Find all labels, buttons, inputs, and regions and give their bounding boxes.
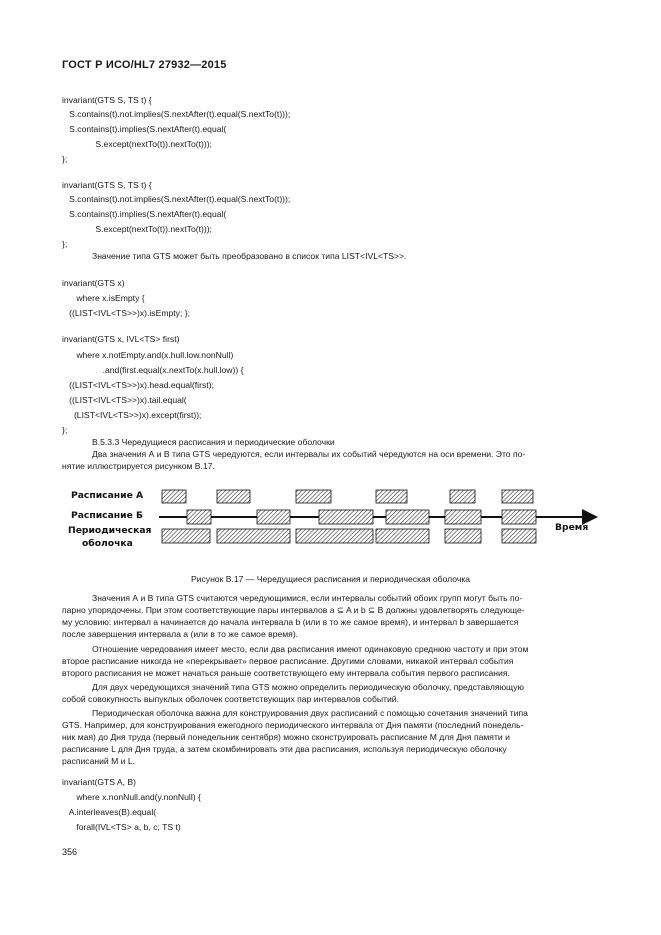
paragraph-line: Отношение чередования имеет место, если два расписания имеют одинаковую среднюю частоту и при этом: [92, 644, 529, 654]
code-line: S.contains(t).implies(S.nextAfter(t).equal(: [62, 209, 227, 219]
code-line: where x.nonNull.and(y.nonNull) {: [62, 792, 201, 802]
schedule-b-interval: [187, 510, 211, 524]
paragraph-line: Для двух чередующихся значений типа GTS можно определить периодическую оболочку, представляющую: [92, 682, 524, 692]
schedule-a-interval: [162, 490, 186, 503]
paragraph-line: Периодическая оболочка важна для конструирования двух расписаний с помощью сочетания значений типа: [92, 708, 528, 718]
schedule-b-interval: [386, 510, 429, 524]
paragraph-line: второе расписание никогда не «перекрывает» первое расписание. Другими словами, никакой интервал события: [62, 656, 514, 666]
paragraph-line: расписание L для Дня труда, а затем скомбинировать эти два расписания, используя периодическую оболочку: [62, 744, 507, 754]
paragraph-list-conversion: Значение типа GTS может быть преобразовано в список типа LIST<IVL<TS>>.: [92, 251, 407, 261]
label-schedule-b: Расписание Б: [71, 510, 144, 521]
page-number: 356: [62, 847, 78, 857]
label-hull-line2: оболочка: [82, 538, 133, 549]
code-line: };: [62, 425, 68, 435]
code-line: S.except(nextTo(t)).nextTo(t)));: [62, 224, 212, 234]
code-line: where x.isEmpty {: [62, 293, 145, 303]
hull-interval: [445, 529, 481, 543]
paragraph-line: му условию: интервал a начинается до начала интервала b (или в то же самое время), и интервал b завершается: [62, 617, 519, 627]
label-hull-line1: Периодическая: [68, 525, 152, 536]
figure-caption: Рисунок В.17 — Чередущиеся расписания и периодическая оболочка: [190, 574, 471, 584]
code-line: S.contains(t).not.implies(S.nextAfter(t).equal(S.nextTo(t)));: [62, 109, 291, 119]
paragraph-line: парно упорядочены. При этом соответствующие пары интервалов a ⊆ A и b ⊆ B должны удовлетворять следующе-: [62, 605, 525, 615]
code-line: S.except(nextTo(t)).nextTo(t)));: [62, 139, 212, 149]
document-header: ГОСТ Р ИСО/HL7 27932—2015: [62, 59, 227, 71]
paragraph-line: ник мая) до Дня труда (первый понедельник сентября) можно сконструировать расписание M для Дня памяти и: [62, 732, 510, 742]
paragraph-line: собой совокупность выпуклых оболочек соответствующих пар интервалов событий.: [62, 694, 399, 704]
section-heading: B.5.3.3 Чередущиеся расписания и периодические оболочки: [92, 437, 335, 447]
schedule-b-interval: [445, 510, 481, 524]
paragraph-line: Значения А и В типа GTS считаются чередующимися, если интервалы событий обоих групп могут быть по-: [92, 593, 523, 603]
code-line: invariant(GTS S, TS t) {: [62, 95, 152, 105]
paragraph-line: GTS. Например, для конструирования ежегодного периодического интервала от Дня памяти (последний понедель-: [62, 720, 524, 730]
code-line: ((LIST<IVL<TS>>)x).isEmpty; };: [62, 308, 190, 318]
hull-interval: [376, 529, 429, 543]
schedule-a-interval: [502, 490, 533, 503]
hull-interval: [502, 529, 536, 543]
code-line: };: [62, 239, 68, 249]
code-line: invariant(GTS x, IVL<TS> first): [62, 334, 180, 344]
schedule-b-interval: [257, 510, 290, 524]
code-line: invariant(GTS x): [62, 278, 125, 288]
code-line: };: [62, 154, 68, 164]
hull-interval: [162, 529, 210, 543]
schedule-a-interval: [450, 490, 475, 503]
paragraph-intro-line: Два значения А и В типа GTS чередуются, если интервалы их событий чередуются на оси времени. Это по-: [92, 449, 526, 459]
schedule-a-interval: [296, 490, 331, 503]
code-line: ((LIST<IVL<TS>>)x).head.equal(first);: [62, 380, 214, 390]
interleaving-figure: [62, 484, 602, 550]
schedule-b-interval: [319, 510, 373, 524]
paragraph-line: расписаний M и L.: [62, 756, 136, 766]
code-line: invariant(GTS S, TS t) {: [62, 180, 152, 190]
hull-interval: [296, 529, 373, 543]
code-line: invariant(GTS A, B): [62, 777, 137, 787]
code-line: .and(first.equal(x.nextTo(x.hull.low)) {: [62, 365, 244, 375]
label-schedule-a: Расписание А: [71, 490, 144, 501]
code-line: ((LIST<IVL<TS>>)x).tail.equal(: [62, 395, 187, 405]
schedule-a-interval: [376, 490, 407, 503]
code-line: S.contains(t).not.implies(S.nextAfter(t).equal(S.nextTo(t)));: [62, 194, 291, 204]
code-line: S.contains(t).implies(S.nextAfter(t).equal(: [62, 124, 227, 134]
paragraph-intro-line: нятие иллюстрируется рисунком В.17.: [62, 461, 215, 471]
hull-interval: [217, 529, 290, 543]
label-time: Время: [555, 522, 589, 533]
code-line: A.interleaves(B).equal(: [62, 807, 157, 817]
paragraph-line: после завершения интервала a (или в то же самое время).: [62, 629, 299, 639]
schedule-b-interval: [502, 510, 536, 524]
code-line: forall(IVL<TS> a, b, c; TS t): [62, 822, 181, 832]
paragraph-line: второго расписания не может начаться раньше соответствующего ему интервала события первого расписания.: [62, 668, 510, 678]
schedule-a-interval: [217, 490, 250, 503]
code-line: where x.notEmpty.and(x.hull.low.nonNull): [62, 350, 234, 360]
code-line: (LIST<IVL<TS>>)x).except(first));: [62, 410, 202, 420]
